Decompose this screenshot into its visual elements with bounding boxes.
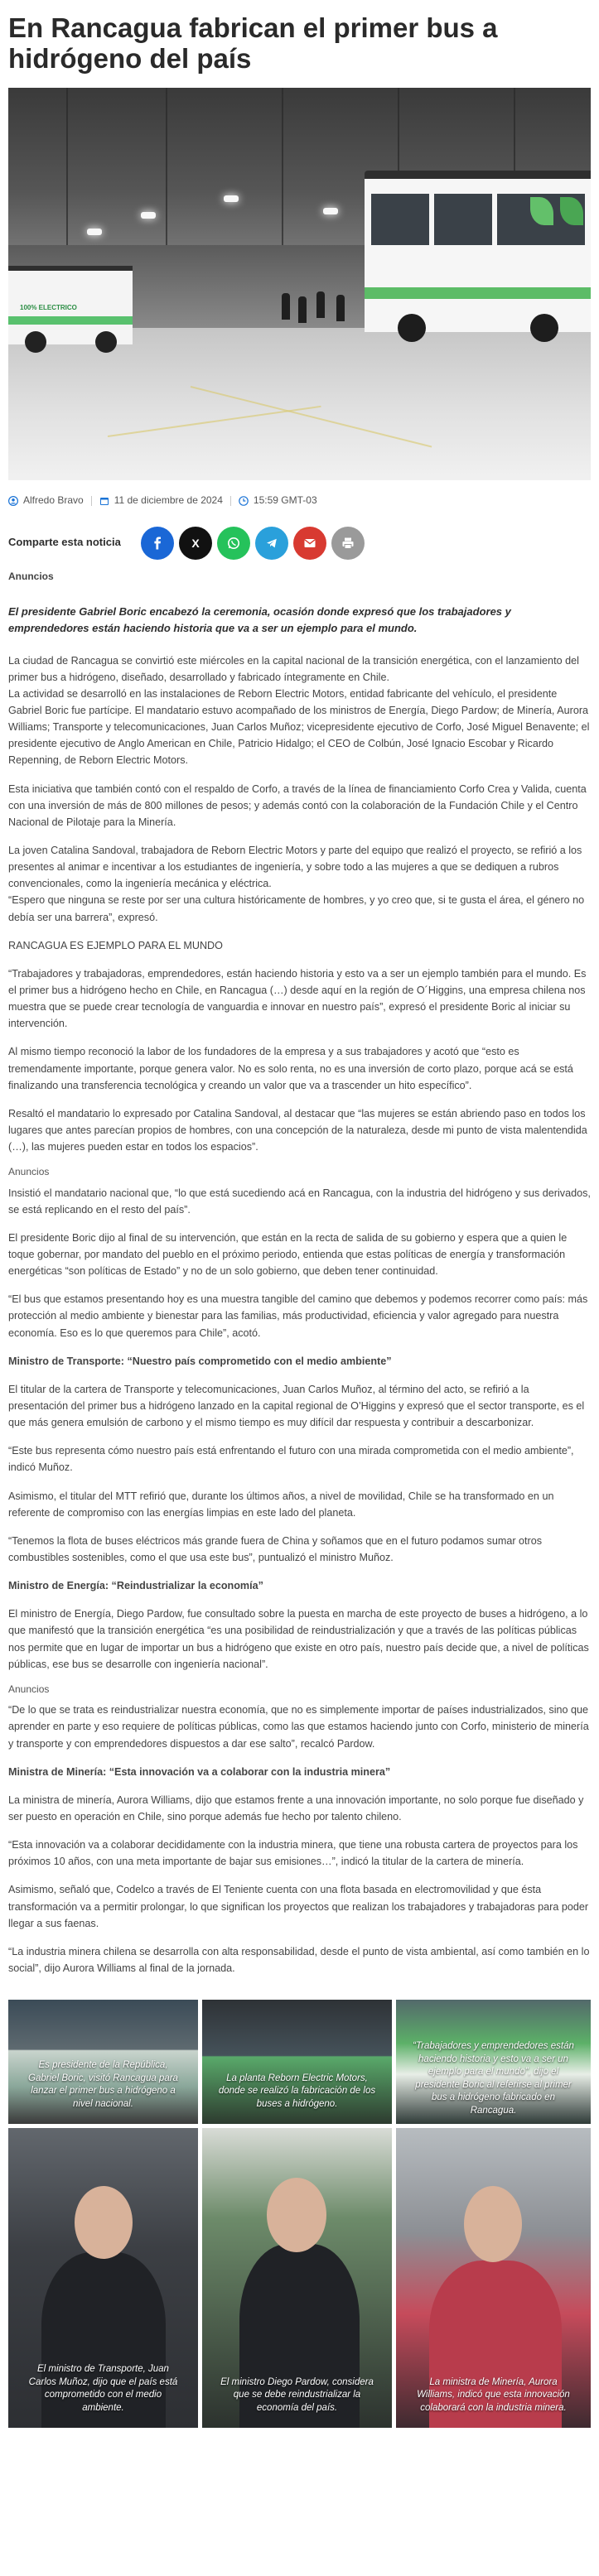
article-meta xyxy=(8,494,591,508)
section-heading: Ministro de Transporte: “Nuestro país comprometido con el medio ambiente” xyxy=(8,1355,392,1367)
facebook-share-button[interactable] xyxy=(141,527,174,560)
paragraph: La ciudad de Rancagua se convirtió este miércoles en la capital nacional de la transición energética, con el lanzamiento del primer bus a hidrógeno, diseñado, desarrollado y fabricado íntegramente en Chile. xyxy=(8,654,579,683)
x-share-button[interactable] xyxy=(179,527,212,560)
article-lead: El presidente Gabriel Boric encabezó la ceremonia, ocasión donde expresó que los trabajadores y emprendedores están haciendo historia que va a ser un ejemplo para el mundo. xyxy=(8,605,511,635)
ad-label: Anuncios xyxy=(8,1683,50,1695)
paragraph: El presidente Boric dijo al final de su intervención, que están en la recta de salida de su gobierno y espera que a quien le toque gobernar, por mandato del pueblo en el próximo periodo, entienda que estas políticas de energía y transformación energéticas “son políticas de Estado” y no de un solo gobierno, que deben tener continuidad. xyxy=(8,1231,568,1278)
print-button[interactable] xyxy=(331,527,365,560)
photo-caption: La planta Reborn Electric Motors, donde se realizó la fabricación de los buses a hidrógeno. xyxy=(218,2073,376,2109)
paragraph: El ministro de Energía, Diego Pardow, fue consultado sobre la puesta en marcha de este proyecto de buses a hidrógeno, a lo que manifestó que la transición energética “es una posibilidad de reindustrialización y que a través de las políticas públicas nos permite que en lugar de importar un bus a hidrógeno que existe en otro país, nuestro país decide que, a nivel de políticas públicas, ese bus se desarrolle con ingeniería nacional”. xyxy=(8,1608,589,1670)
paragraph: La ministra de minería, Aurora Williams, dijo que estamos frente a una innovación importante, no solo porque fue diseñado y ser puesto en operación en Chile, sino porque además fue hecho por talento chileno. xyxy=(8,1794,584,1822)
paragraph: “Espero que ninguna se reste por ser una cultura históricamente de hombres, y yo creo que, si te gusta el área, el género no debía ser una barrera”, expresó. xyxy=(8,894,585,923)
section-heading: Ministro de Energía: “Reindustrializar la economía” xyxy=(8,1580,263,1592)
gallery-photo[interactable] xyxy=(8,2128,202,2428)
user-icon xyxy=(8,496,18,506)
author-link[interactable]: Alfredo Bravo xyxy=(23,494,84,507)
share-bar xyxy=(8,527,591,560)
publish-time: 15:59 GMT-03 xyxy=(253,494,317,507)
paragraph: Resaltó el mandatario lo expresado por Catalina Sandoval, al destacar que “las mujeres se están abriendo paso en todos los lugares que antes parecían propios de hombres, con una concepción de la naturaleza, desde mi punto de vista malentendida (…), las mujeres pueden estar en todos los espacios”. xyxy=(8,1107,587,1153)
publish-date: 11 de diciembre de 2024 xyxy=(114,494,223,507)
photo-caption: El ministro de Transporte, Juan Carlos Muñoz, dijo que el país está comprometido con el medio ambiente. xyxy=(28,2364,178,2413)
whatsapp-share-button[interactable] xyxy=(217,527,250,560)
share-label: Comparte esta noticia xyxy=(8,536,121,549)
photo-caption: El ministro Diego Pardow, considera que se debe reindustrializar la economía del país. xyxy=(220,2376,374,2413)
gallery-photo[interactable] xyxy=(8,2000,202,2124)
telegram-icon xyxy=(265,537,278,550)
email-icon xyxy=(303,537,316,549)
x-icon: X xyxy=(191,536,200,550)
article-title: En Rancagua fabrican el primer bus a hidrógeno del país xyxy=(8,12,498,74)
printer-icon xyxy=(341,537,355,550)
paragraph: Asimismo, señaló que, Codelco a través de El Teniente cuenta con una flota basada en electromovilidad y que ésta transformación va a permitir prolongar, lo que significan los proyectos que realizan los trabajadores y trabajadoras para poder llegar a sus faenas. xyxy=(8,1884,589,1929)
paragraph: Al mismo tiempo reconoció la labor de los fundadores de la empresa y a sus trabajadores y acotó que “esto es tremendamente importante, porque genera valor. No es solo renta, no es una inversión de corto plazo, porque acá se está finalizando una transferencia tecnológica y creando un valor que va a trascender un hito específico”. xyxy=(8,1046,573,1091)
paragraph: Insistió el mandatario nacional que, “lo que está sucediendo acá en Rancagua, con la industria del hidrógeno y sus derivados, se está replicando en el resto del país”. xyxy=(8,1187,591,1216)
paragraph: “La industria minera chilena se desarrolla con alta responsabilidad, desde el punto de vista ambiental, así como también en lo social”, dijo Aurora Williams al final de la jornada. xyxy=(8,1945,590,1974)
facebook-icon xyxy=(152,537,162,550)
whatsapp-icon xyxy=(227,537,240,550)
paragraph: La actividad se desarrolló en las instalaciones de Reborn Electric Motors, entidad fabricante del vehículo, el presidente Gabriel Boric fue partícipe. El mandatario estuvo acompañado de los ministros de Energía, Diego Pardow; de Minería, Aurora Williams; Transporte y telecomunicaciones, Juan Carlos Muñoz; vicepresidente ejecutivo de Corfo, José Miguel Benavente; el presidente ejecutivo de Anglo American en Chile, Patricio Hidalgo; el CEO de Colbún, José Ignacio Escobar y Ricardo Repenning, de Reborn Electric Motors. xyxy=(8,687,590,767)
gallery-photo[interactable] xyxy=(396,2000,591,2124)
paragraph: El titular de la cartera de Transporte y telecomunicaciones, Juan Carlos Muñoz, al término del acto, se refirió a la presentación del primer bus a hidrógeno lanzado en la capital regional de O’Higgins y expresó que el sector transporte, es el que más genera emulsión de carbono y el mismo tiempo es muy difícil dar respuesta y contribuir a descarbonizar. xyxy=(8,1383,585,1429)
paragraph: “Tenemos la flota de buses eléctricos más grande fuera de China y soñamos que en el futuro podamos sumar otros combustibles sostenibles, como el que usa este bus”, puntualizó el ministro Muñoz. xyxy=(8,1534,543,1564)
article-body xyxy=(8,652,591,1977)
paragraph: “Trabajadores y trabajadoras, emprendedores, están haciendo historia y esto va a ser un ejemplo también para el mundo. Es el primer bus a hidrógeno hecho en Chile, en Rancagua (…) desde aquí en la región de O´Higgins, una empresa chilena nos muestra que se puede crear tecnología de vanguardia e innovar en nuestro país”, expresó el presidente Boric al iniciar su intervención. xyxy=(8,967,587,1030)
calendar-icon xyxy=(99,496,109,506)
paragraph: La joven Catalina Sandoval, trabajadora de Reborn Electric Motors y parte del equipo que realizó el proyecto, se refirió a los presentes al animar e incentivar a los estudiantes de ingeniería, y sobre todo a las mujeres a que se dediquen a rubros convencionales, como la ingeniería mecánica y eléctrica. xyxy=(8,844,582,890)
section-heading: Ministra de Minería: “Esta innovación va a colaborar con la industria minera” xyxy=(8,1765,391,1778)
clock-icon xyxy=(239,496,249,506)
paragraph: “Esta innovación va a colaborar decididamente con la industria minera, que tiene una robusta cartera de proyectos para los próximos 10 años, con una meta importante de bajar sus emisiones…”, indicó la titular de la cartera de minería. xyxy=(8,1839,578,1868)
paragraph: Asimismo, el titular del MTT refirió que, durante los últimos años, a nivel de movilidad, Chile se ha transformado en un referente de compromiso con las energías limpias en este lado del planeta. xyxy=(8,1490,554,1519)
paragraph: Esta iniciativa que también contó con el respaldo de Corfo, a través de la línea de financiamiento Corfo Crea y Valida, cuenta con una inversión de más de 800 millones de pesos; y además contó con la colaboración de la Fundación Chile y el Centro Nacional de Pilotaje para la Minería. xyxy=(8,782,587,828)
telegram-share-button[interactable] xyxy=(255,527,288,560)
paragraph: “De lo que se trata es reindustrializar nuestra economía, que no es simplemente importar de países industrializados, sino que aprender en parte y eso requiere de políticas públicas, como las que estamos haciendo junto con Corfo, ministerio de minería y transporte y con emprendedores dispuestos a dar ese salto”, recalcó Pardow. xyxy=(8,1704,589,1750)
paragraph: “El bus que estamos presentando hoy es una muestra tangible del camino que debemos y podemos recorrer como país: más protección al medio ambiente y bienestar para las familias, más productividad, eficiencia y valor agregado para nuestra economía. Eso es lo que queremos para Chile”, acotó. xyxy=(8,1293,588,1339)
email-share-button[interactable] xyxy=(293,527,326,560)
photo-gallery xyxy=(8,2000,591,2428)
gallery-photo[interactable] xyxy=(202,2128,396,2428)
section-heading: RANCAGUA ES EJEMPLO PARA EL MUNDO xyxy=(8,939,223,951)
ad-label: Anuncios xyxy=(8,570,54,582)
hero-image[interactable] xyxy=(8,88,591,480)
gallery-photo[interactable] xyxy=(202,2000,396,2124)
hydrogen-bus xyxy=(365,171,591,332)
photo-caption: “Trabajadores y emprendedores están haciendo historia y esto va a ser un ejemplo para el mundo”, dijo el presidente Boric al referirse al primer bus a hidrógeno fabricado en Rancagua. xyxy=(413,2040,574,2116)
ad-label: Anuncios xyxy=(8,1166,50,1178)
photo-caption: Es presidente de la República, Gabriel Boric, visitó Rancagua para lanzar el primer bus a hidrógeno a nivel nacional. xyxy=(28,2060,178,2109)
gallery-photo[interactable] xyxy=(396,2128,591,2428)
photo-caption: La ministra de Minería, Aurora Williams, indicó que esta innovación colaborará con la industria minera. xyxy=(417,2376,570,2413)
paragraph: “Este bus representa cómo nuestro país está enfrentando el futuro con una mirada comprometida con el medio ambiente”, indicó Muñoz. xyxy=(8,1445,574,1474)
bus-label: 100% ELECTRICO xyxy=(20,304,77,312)
bus-left xyxy=(8,266,133,344)
